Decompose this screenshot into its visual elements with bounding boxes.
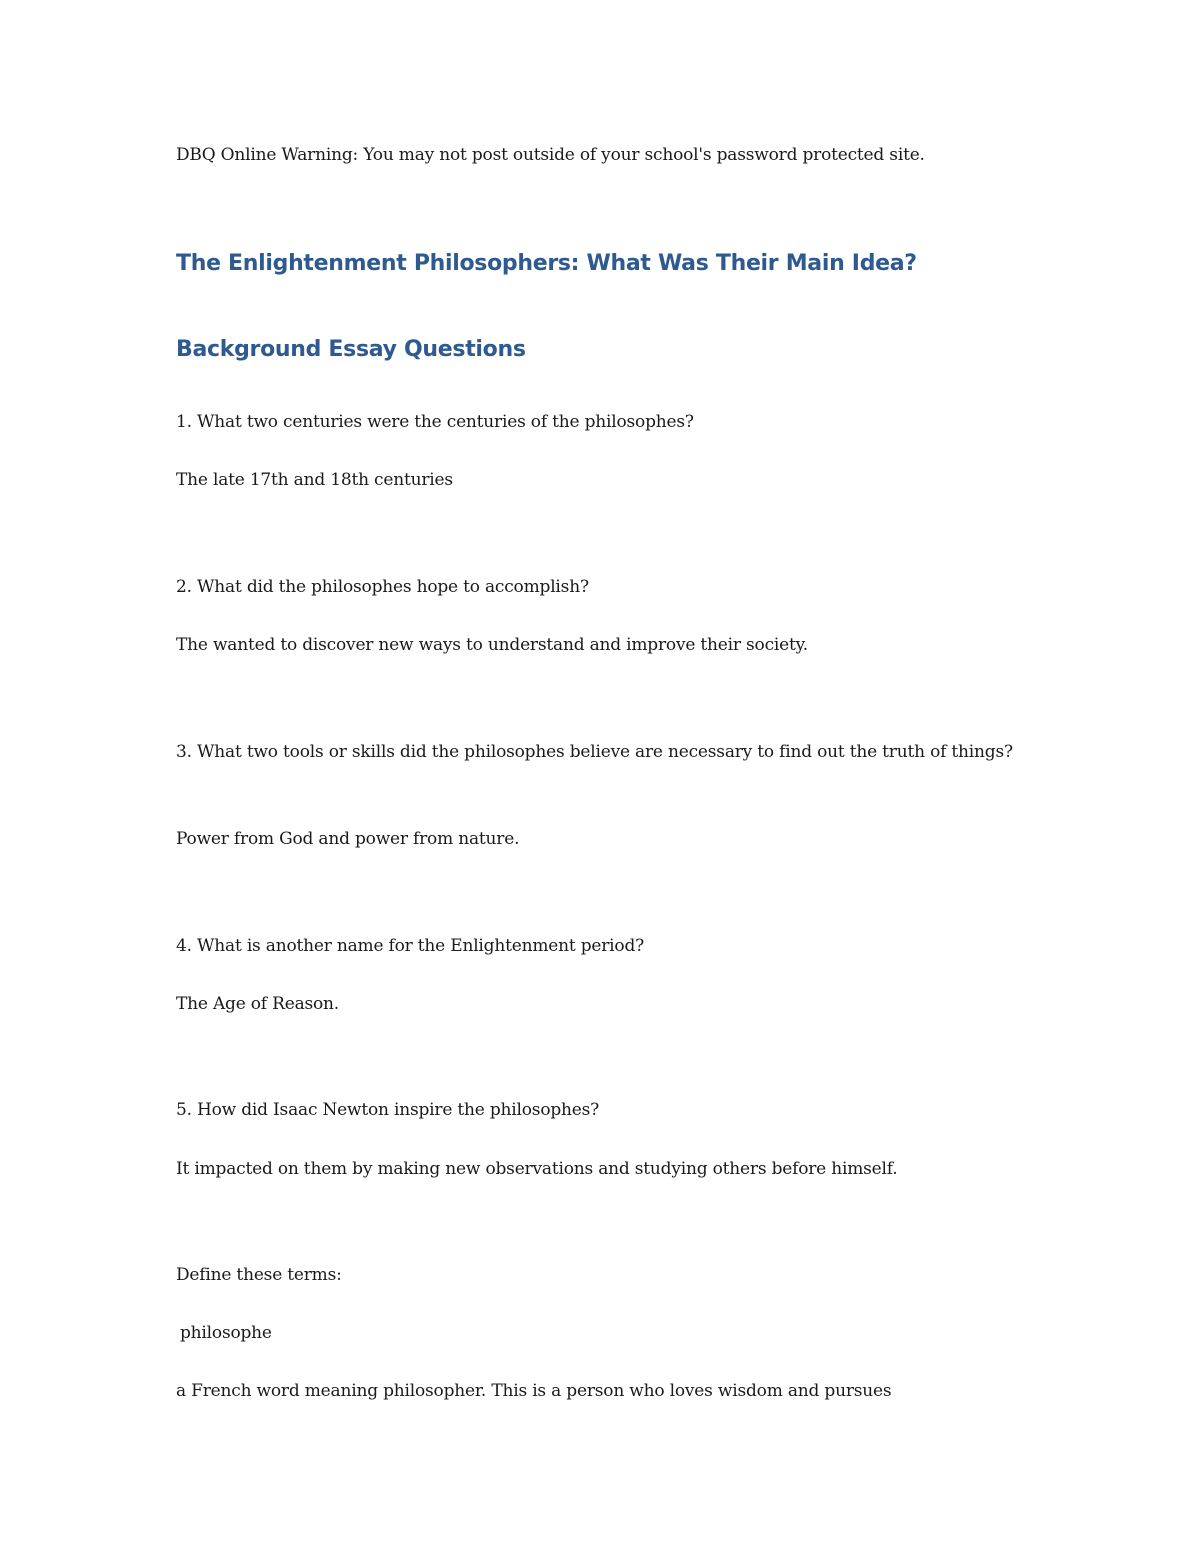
question-3: 3. What two tools or skills did the philosophes believe are necessary to find out the truth of things? [176, 742, 1013, 762]
term-philosophe: philosophe [180, 1323, 272, 1343]
question-1: 1. What two centuries were the centuries of the philosophes? [176, 412, 694, 432]
answer-3: Power from God and power from nature. [176, 829, 520, 849]
section-heading: Background Essay Questions [176, 337, 526, 362]
question-2: 2. What did the philosophes hope to accomplish? [176, 577, 589, 597]
question-4: 4. What is another name for the Enlightenment period? [176, 936, 645, 956]
answer-1: The late 17th and 18th centuries [176, 470, 453, 490]
question-5: 5. How did Isaac Newton inspire the philosophes? [176, 1100, 600, 1120]
answer-5: It impacted on them by making new observations and studying others before himself. [176, 1159, 898, 1179]
answer-4: The Age of Reason. [176, 994, 340, 1014]
page-title: The Enlightenment Philosophers: What Was Their Main Idea? [176, 251, 917, 276]
define-terms-label: Define these terms: [176, 1265, 342, 1285]
answer-2: The wanted to discover new ways to understand and improve their society. [176, 635, 808, 655]
term-definition: a French word meaning philosopher. This is a person who loves wisdom and pursues [176, 1381, 892, 1401]
warning-text: DBQ Online Warning: You may not post outside of your school's password protected site. [176, 145, 925, 165]
